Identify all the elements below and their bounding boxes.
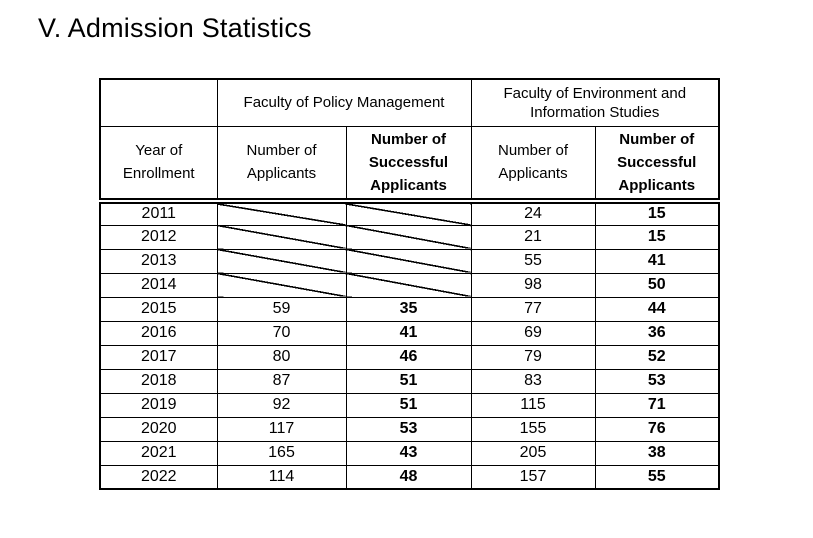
env-applicants-cell: 21 [471, 225, 595, 249]
pm-applicants-cell: 80 [217, 345, 346, 369]
table-row [100, 249, 719, 273]
faculty-policy-management-header: Faculty of Policy Management [217, 79, 471, 126]
env-successful-cell: 38 [595, 441, 719, 465]
pm-successful-cell: 51 [346, 393, 471, 417]
env-applicants-cell: 155 [471, 417, 595, 441]
year-cell: 2018 [100, 369, 217, 393]
env-successful-cell: 41 [595, 249, 719, 273]
table-row [100, 345, 719, 369]
pm-applicants-cell: 70 [217, 321, 346, 345]
pm-successful-cell: 51 [346, 369, 471, 393]
env-applicants-cell: 77 [471, 297, 595, 321]
env-successful-cell: 50 [595, 273, 719, 297]
pm-applicants-cell-no-data-slash [217, 201, 346, 225]
pm-applicants-cell: 165 [217, 441, 346, 465]
year-cell: 2017 [100, 345, 217, 369]
env-number-of-successful-applicants-header: Number of Successful Applicants [595, 126, 719, 201]
pm-successful-cell: 41 [346, 321, 471, 345]
pm-successful-cell-no-data-slash [346, 249, 471, 273]
env-applicants-cell: 69 [471, 321, 595, 345]
admission-statistics-table [99, 78, 720, 490]
env-applicants-cell: 55 [471, 249, 595, 273]
table-row [100, 417, 719, 441]
pm-applicants-cell: 117 [217, 417, 346, 441]
year-cell: 2013 [100, 249, 217, 273]
year-cell: 2021 [100, 441, 217, 465]
table-row [100, 201, 719, 225]
env-successful-cell: 15 [595, 225, 719, 249]
env-successful-cell: 55 [595, 465, 719, 489]
env-successful-cell: 15 [595, 201, 719, 225]
pm-successful-cell: 53 [346, 417, 471, 441]
table-row [100, 465, 719, 489]
year-cell: 2022 [100, 465, 217, 489]
column-header-row [100, 126, 719, 201]
env-number-of-applicants-header: Number of Applicants [471, 126, 595, 201]
table-row [100, 273, 719, 297]
table-row [100, 225, 719, 249]
pm-applicants-cell-no-data-slash [217, 273, 346, 297]
table-body [100, 201, 719, 489]
pm-applicants-cell: 87 [217, 369, 346, 393]
pm-applicants-cell: 92 [217, 393, 346, 417]
pm-successful-cell: 46 [346, 345, 471, 369]
env-applicants-cell: 79 [471, 345, 595, 369]
year-cell: 2012 [100, 225, 217, 249]
pm-successful-cell: 35 [346, 297, 471, 321]
env-successful-cell: 76 [595, 417, 719, 441]
env-successful-cell: 53 [595, 369, 719, 393]
pm-applicants-cell: 114 [217, 465, 346, 489]
year-cell: 2019 [100, 393, 217, 417]
env-applicants-cell: 83 [471, 369, 595, 393]
pm-successful-cell-no-data-slash [346, 273, 471, 297]
env-applicants-cell: 24 [471, 201, 595, 225]
faculty-environment-information-header: Faculty of Environment and Information Studies [471, 79, 719, 126]
env-applicants-cell: 157 [471, 465, 595, 489]
year-cell: 2016 [100, 321, 217, 345]
year-of-enrollment-header: Year of Enrollment [100, 126, 217, 201]
year-cell: 2020 [100, 417, 217, 441]
pm-number-of-successful-applicants-header: Number of Successful Applicants [346, 126, 471, 201]
env-successful-cell: 52 [595, 345, 719, 369]
pm-applicants-cell-no-data-slash [217, 225, 346, 249]
page-title: V. Admission Statistics [38, 13, 312, 43]
pm-applicants-cell-no-data-slash [217, 249, 346, 273]
year-cell: 2011 [100, 201, 217, 225]
year-cell: 2015 [100, 297, 217, 321]
env-applicants-cell: 98 [471, 273, 595, 297]
env-applicants-cell: 205 [471, 441, 595, 465]
corner-cell [100, 79, 217, 126]
pm-applicants-cell: 59 [217, 297, 346, 321]
pm-successful-cell-no-data-slash [346, 225, 471, 249]
year-cell: 2014 [100, 273, 217, 297]
env-successful-cell: 36 [595, 321, 719, 345]
pm-successful-cell: 48 [346, 465, 471, 489]
faculty-header-row [100, 79, 719, 126]
table-row [100, 297, 719, 321]
table-header [100, 79, 719, 201]
env-successful-cell: 71 [595, 393, 719, 417]
table-row [100, 369, 719, 393]
table-row [100, 321, 719, 345]
pm-successful-cell: 43 [346, 441, 471, 465]
pm-successful-cell-no-data-slash [346, 201, 471, 225]
pm-number-of-applicants-header: Number of Applicants [217, 126, 346, 201]
table-row [100, 393, 719, 417]
table-row [100, 441, 719, 465]
env-applicants-cell: 115 [471, 393, 595, 417]
env-successful-cell: 44 [595, 297, 719, 321]
